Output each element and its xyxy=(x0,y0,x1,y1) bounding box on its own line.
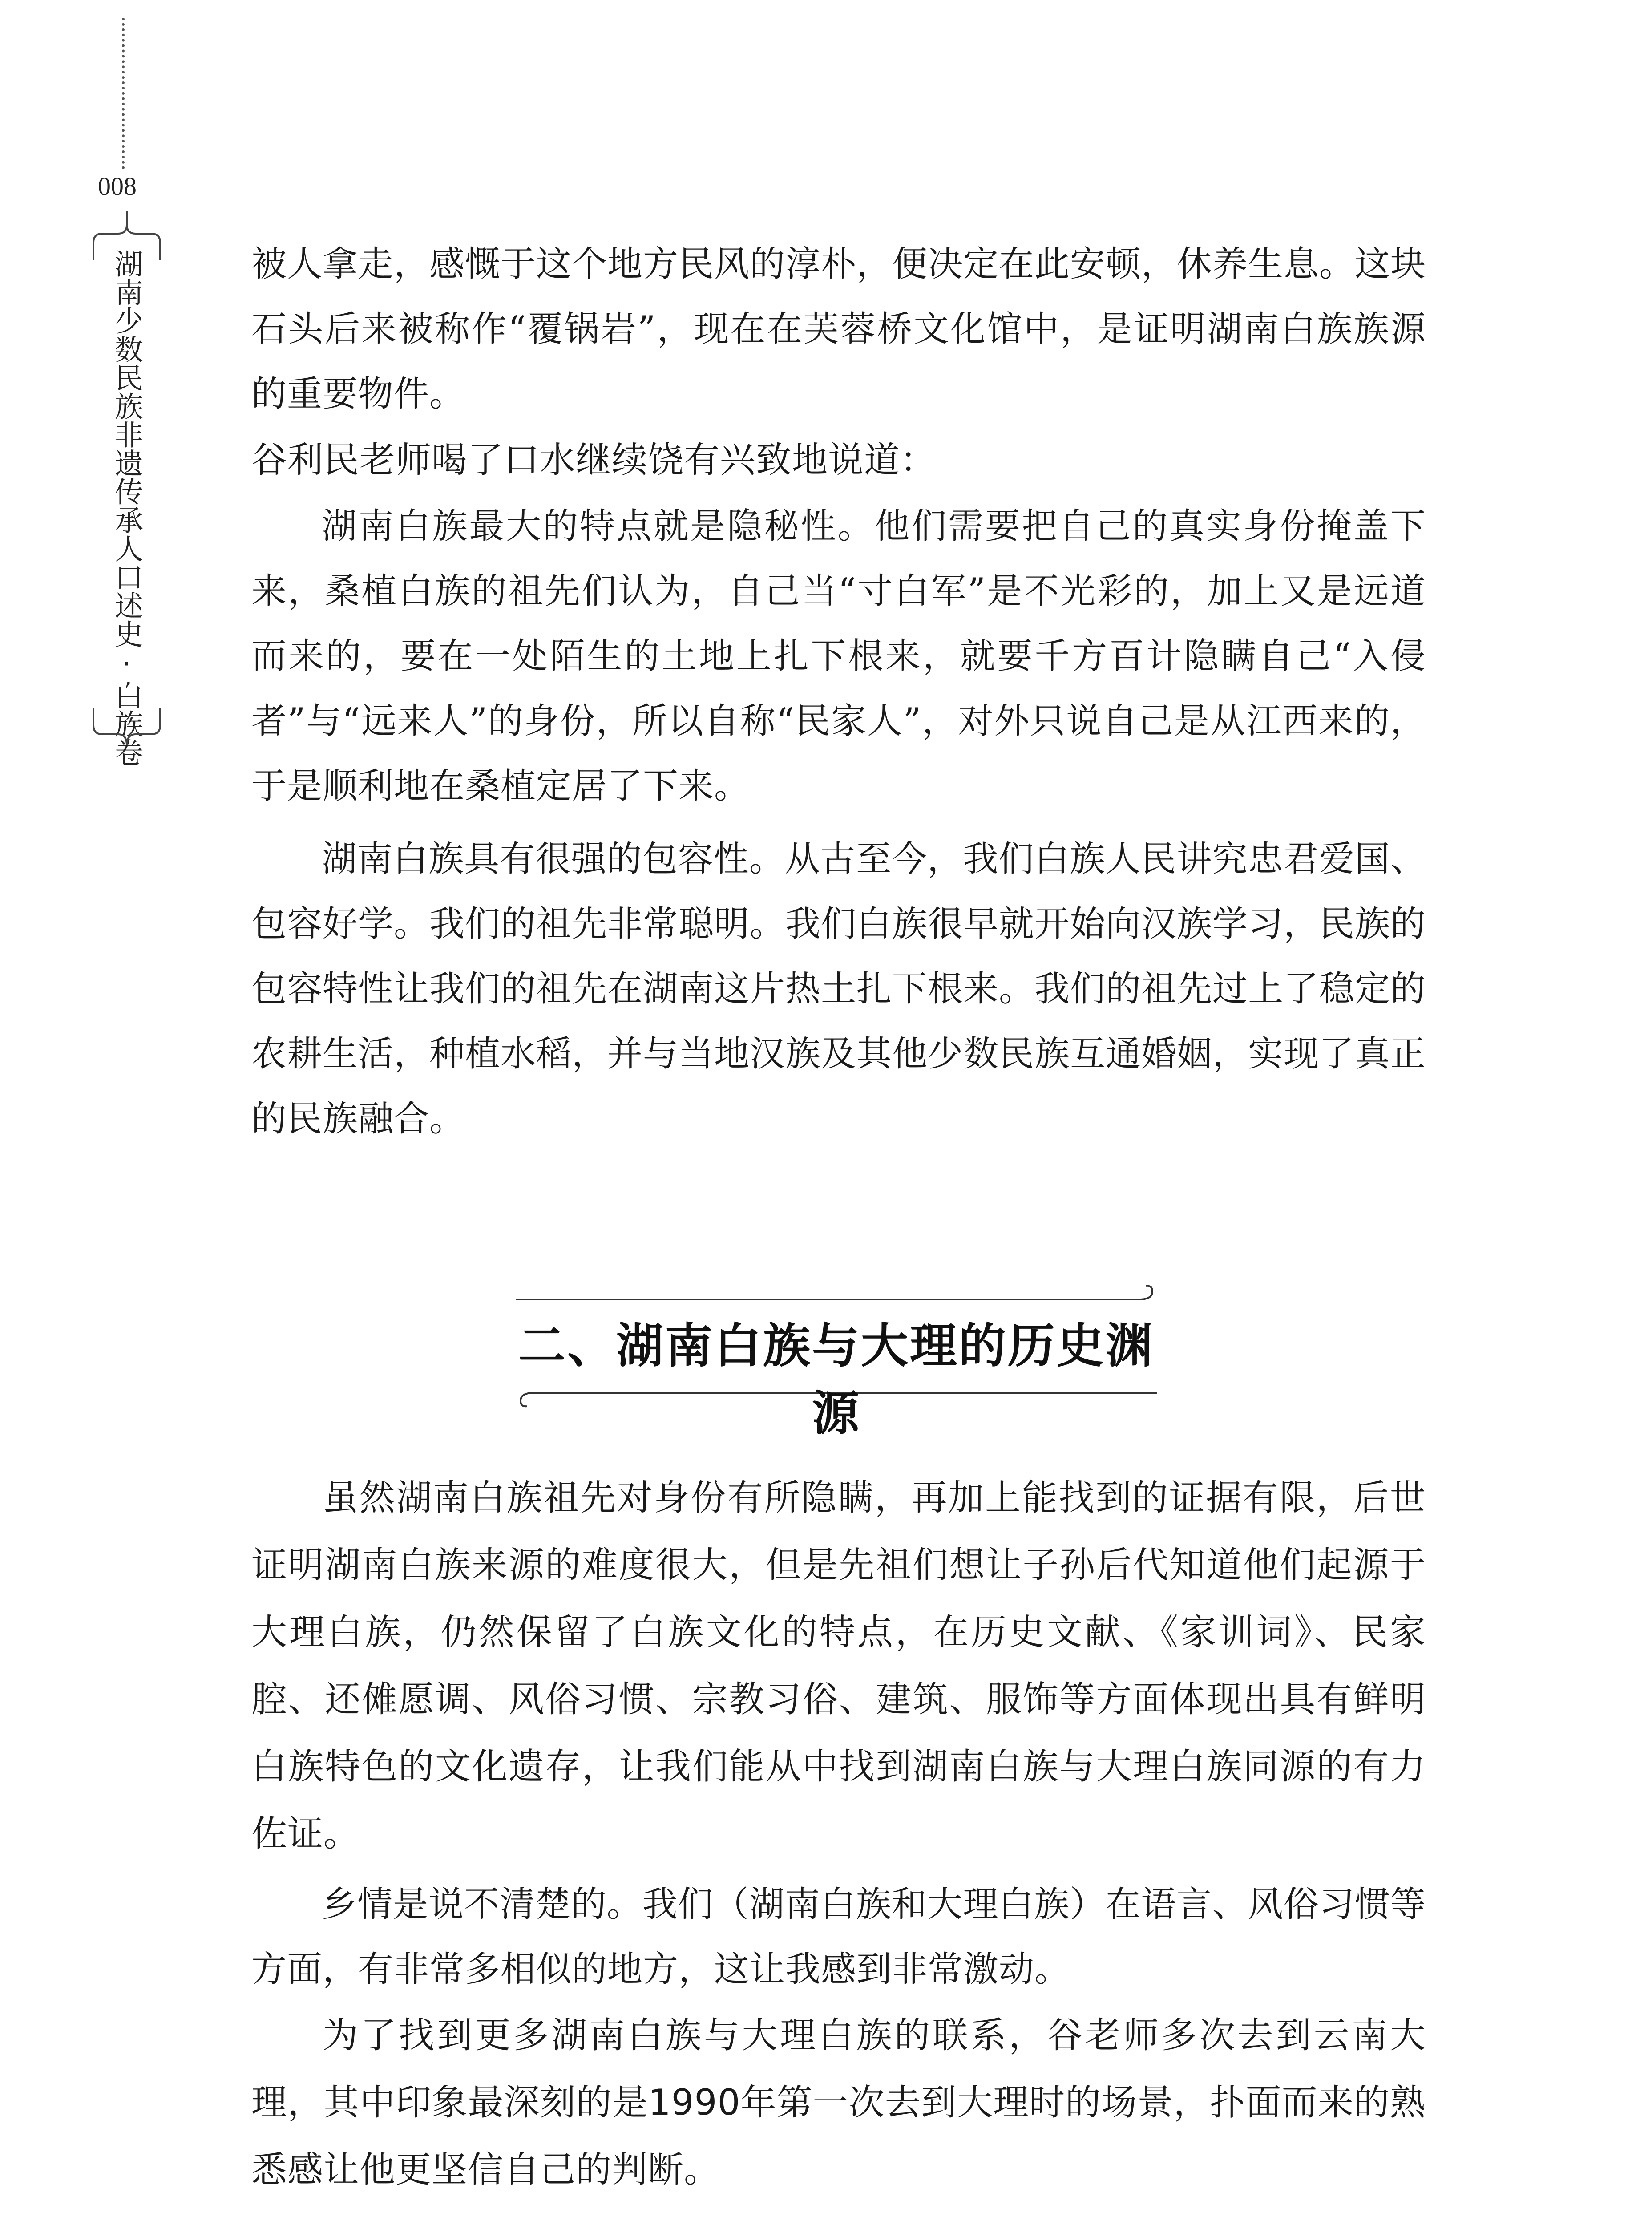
paragraph: 虽然湖南白族祖先对身份有所隐瞒，再加上能找到的证据有限，后世证明湖南白族来源的难度很大，但是先祖们想让子孙后代知道他们起源于大理白族，仍然保留了白族文化的特点，在历史文献、《家训词》、民家腔、还傩愿调、风俗习惯、宗教习俗、建筑、服饰等方面体现出具有鲜明白族特色的文化遗存，让我们能从中找到湖南白族与大理白族同源的有力佐证。 xyxy=(251,1477,1426,1854)
section-heading-block xyxy=(507,1282,1166,1441)
title-frame-bottom xyxy=(85,703,169,761)
paragraph: 谷利民老师喝了口水继续饶有兴致地说道： xyxy=(251,439,936,481)
body-text-top xyxy=(251,231,1426,1151)
paragraph: 湖南白族具有很强的包容性。从古至今，我们白族人民讲究忠君爱国、包容好学。我们的祖先非常聪明。我们白族很早就开始向汉族学习，民族的包容特性让我们的祖先在湖南这片热土扎下根来。我们的祖先过上了稳定的农耕生活，种植水稻，并与当地汉族及其他少数民族互通婚姻，实现了真正的民族融合。 xyxy=(251,838,1426,1139)
series-title: 湖南少数民族非遗传承人口述史·白族卷 xyxy=(110,249,143,766)
section-heading: 二、湖南白族与大理的历史渊源 xyxy=(518,1319,1155,1441)
dotted-rule xyxy=(122,18,125,169)
paragraph: 湖南白族最大的特点就是隐秘性。他们需要把自己的真实身份掩盖下来，桑植白族的祖先们认为，自己当“寸白军”是不光彩的，加上又是远道而来的，要在一处陌生的土地上扎下根来，就要千方百计隐瞒自己“入侵者”与“远来人”的身份，所以自称“民家人”，对外只说自己是从江西来的，于是顺利地在桑植定居了下来。 xyxy=(251,506,1426,806)
paragraph: 为了找到更多湖南白族与大理白族的联系，谷老师多次去到云南大理，其中印象最深刻的是1990年第一次去到大理时的场景，扑面而来的熟悉感让他更坚信自己的判断。 xyxy=(251,2015,1426,2190)
page-number: 008 xyxy=(98,172,137,201)
paragraph: 乡情是说不清楚的。我们（湖南白族和大理白族）在语言、风俗习惯等方面，有非常多相似的地方，这让我感到非常激动。 xyxy=(251,1884,1426,1990)
body-text-bottom xyxy=(251,1464,1426,2203)
paragraph: 被人拿走，感慨于这个地方民风的淳朴，便决定在此安顿，休养生息。这块石头后来被称作“覆锅岩”，现在在芙蓉桥文化馆中，是证明湖南白族族源的重要物件。 xyxy=(251,243,1426,414)
margin-ornament xyxy=(85,0,169,783)
